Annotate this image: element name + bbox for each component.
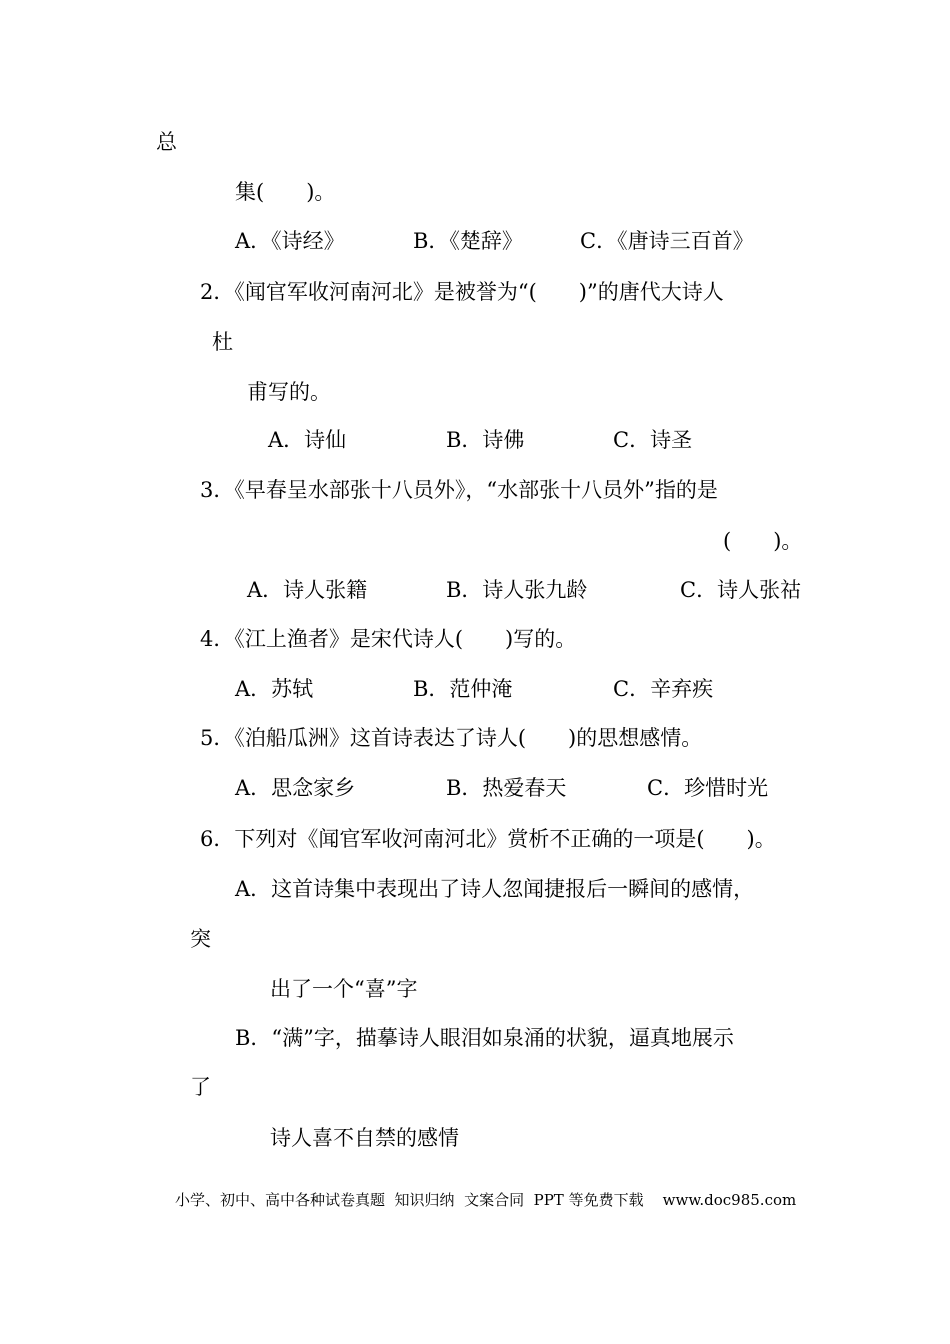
option-c: C．珍惜时光 <box>647 776 769 800</box>
question-6: 6．下列对《闻官军收河南河北》赏析不正确的一项是( )。 <box>200 827 776 851</box>
option-b: B．诗人张九龄 <box>446 578 588 602</box>
option-a: A．这首诗集中表现出了诗人忽闻捷报后一瞬间的感情， <box>235 877 755 901</box>
option-c: C．《唐诗三百首》 <box>580 229 754 253</box>
question-5: 5．《泊船瓜洲》这首诗表达了诗人( )的思想感情。 <box>200 726 703 750</box>
page-footer: 小学、初中、高中各种试卷真题 知识归纳 文案合同 PPT 等免费下载 www.doc985.com <box>175 1191 797 1209</box>
question-2: 2．《闻官军收河南河北》是被誉为“( )”的唐代大诗人 <box>200 280 724 304</box>
text-line: ( )。 <box>723 529 803 553</box>
option-c: C．辛弃疾 <box>613 677 714 701</box>
text-line: 突 <box>190 927 211 951</box>
text-line: 了 <box>190 1075 211 1099</box>
option-c: C．诗圣 <box>613 428 693 452</box>
option-a: A．《诗经》 <box>235 229 345 253</box>
text-line: 总 <box>156 130 177 154</box>
text-line: 杜 <box>212 330 233 354</box>
text-line: 出了一个“喜”字 <box>270 977 418 1001</box>
option-a: A．苏轼 <box>235 677 314 701</box>
option-b: B．诗佛 <box>446 428 525 452</box>
option-b: B．《楚辞》 <box>413 229 523 253</box>
text-line: 集( )。 <box>235 180 336 204</box>
option-b: B．“满”字，描摹诗人眼泪如泉涌的状貌，逼真地展示 <box>235 1026 734 1050</box>
option-b: B．热爱春天 <box>446 776 567 800</box>
option-a: A．诗人张籍 <box>247 578 368 602</box>
question-3: 3．《早春呈水部张十八员外》，“水部张十八员外”指的是 <box>200 478 718 502</box>
question-4: 4．《江上渔者》是宋代诗人( )写的。 <box>200 627 577 651</box>
option-c: C．诗人张祜 <box>680 578 802 602</box>
text-line: 甫写的。 <box>247 380 331 404</box>
option-b: B．范仲淹 <box>413 677 513 701</box>
option-a: A．诗仙 <box>268 428 347 452</box>
text-line: 诗人喜不自禁的感情 <box>270 1126 459 1150</box>
option-a: A．思念家乡 <box>235 776 356 800</box>
